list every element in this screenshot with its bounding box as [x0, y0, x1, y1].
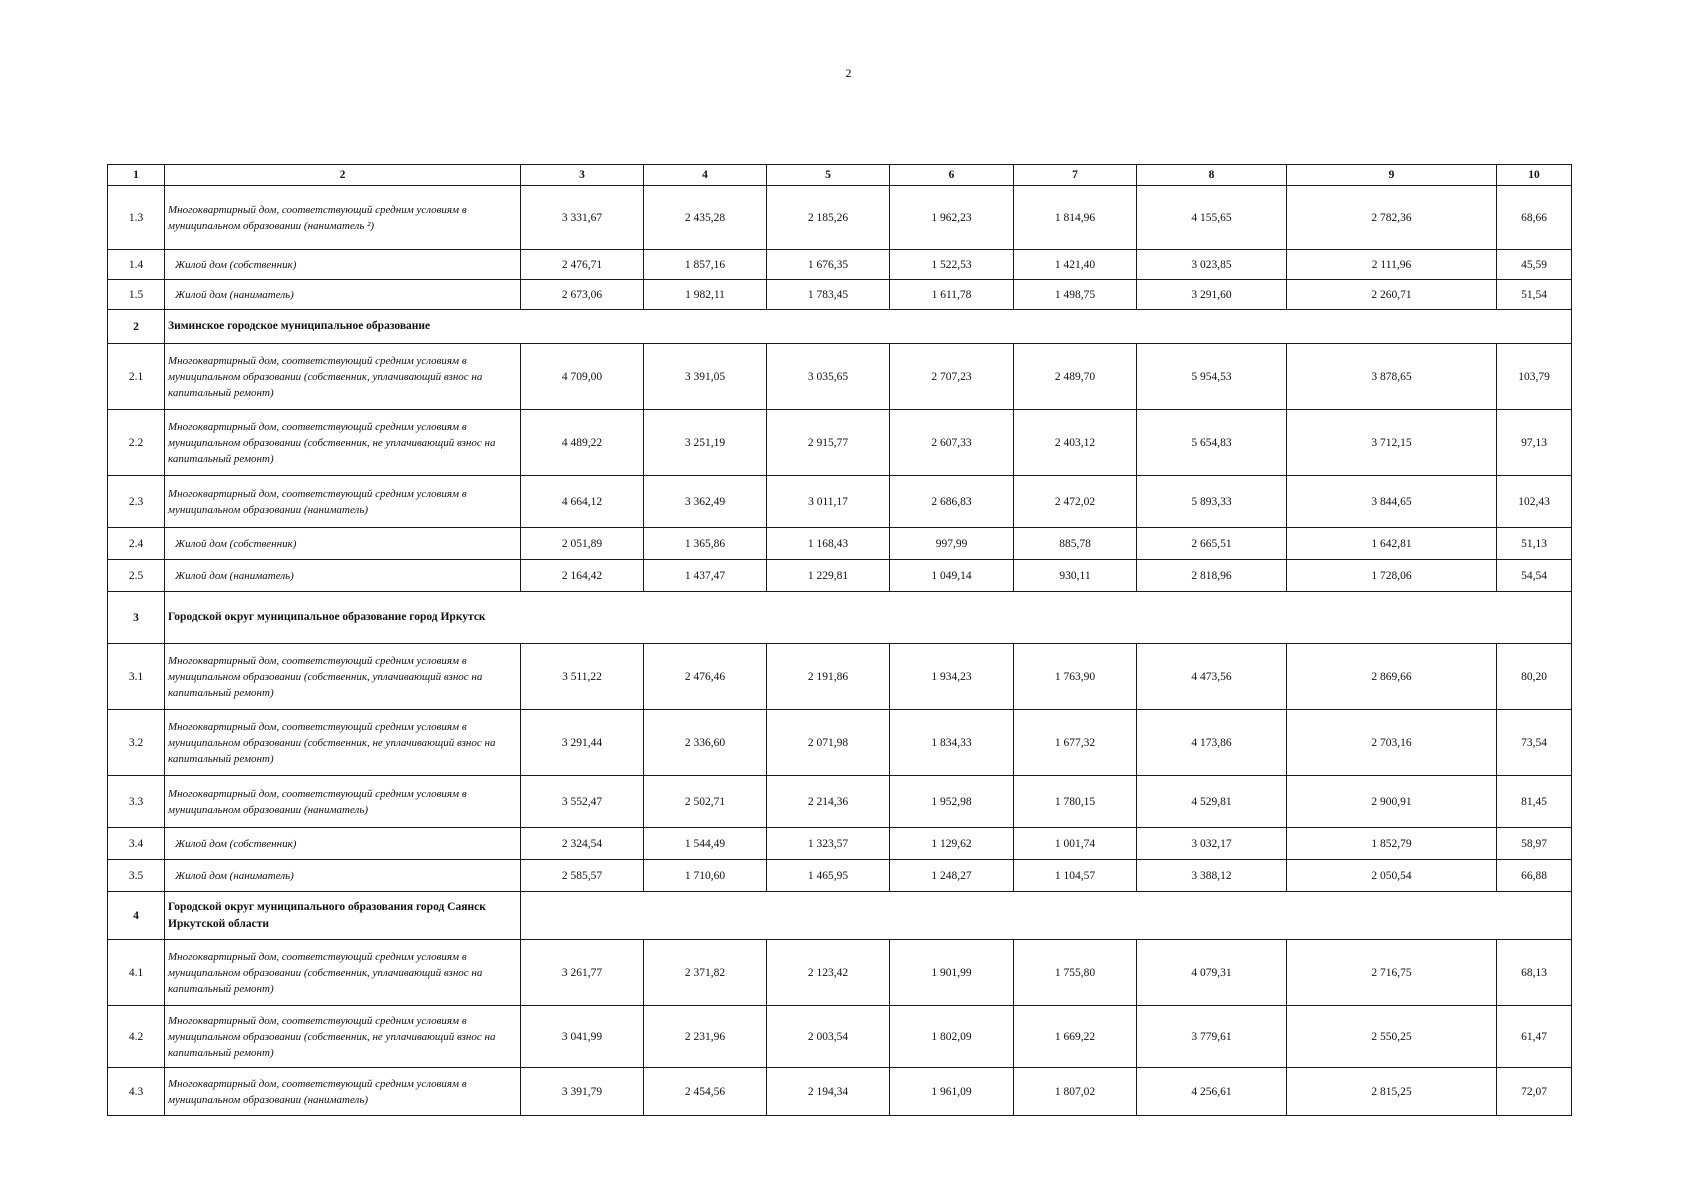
- value-cell: 1 049,14: [890, 560, 1014, 592]
- value-cell: 97,13: [1497, 410, 1572, 476]
- table-row: [108, 186, 1572, 250]
- section-title: Зиминское городское муниципальное образование: [165, 310, 1572, 344]
- value-cell: 1 755,80: [1014, 940, 1137, 1006]
- value-cell: 4 256,61: [1137, 1068, 1287, 1116]
- row-description: Многоквартирный дом, соответствующий средним условиям в муниципальном образовании (наниматель ²): [165, 186, 521, 250]
- value-cell: 3 388,12: [1137, 860, 1287, 892]
- value-cell: 1 961,09: [890, 1068, 1014, 1116]
- column-header: 2: [165, 165, 521, 186]
- column-header: 6: [890, 165, 1014, 186]
- value-cell: 2 915,77: [767, 410, 890, 476]
- value-cell: 3 391,05: [644, 344, 767, 410]
- value-cell: 66,88: [1497, 860, 1572, 892]
- value-cell: 1 852,79: [1287, 828, 1497, 860]
- value-cell: 885,78: [1014, 528, 1137, 560]
- tariff-table: [107, 164, 1572, 1116]
- value-cell: 2 476,46: [644, 644, 767, 710]
- row-index: 2.4: [108, 528, 165, 560]
- section-row: [108, 592, 1572, 644]
- value-cell: 1 783,45: [767, 280, 890, 310]
- row-description: Жилой дом (наниматель): [165, 560, 521, 592]
- column-header: 9: [1287, 165, 1497, 186]
- value-cell: 2 051,89: [521, 528, 644, 560]
- value-cell: 2 476,71: [521, 250, 644, 280]
- row-description: Многоквартирный дом, соответствующий средним условиям в муниципальном образовании (собственник, не уплачивающий взнос на капитальный ремонт): [165, 1006, 521, 1068]
- value-cell: 5 954,53: [1137, 344, 1287, 410]
- value-cell: 4 079,31: [1137, 940, 1287, 1006]
- column-header: 3: [521, 165, 644, 186]
- value-cell: 3 032,17: [1137, 828, 1287, 860]
- value-cell: 2 260,71: [1287, 280, 1497, 310]
- value-cell: 1 421,40: [1014, 250, 1137, 280]
- row-index: 4.2: [108, 1006, 165, 1068]
- value-cell: 2 185,26: [767, 186, 890, 250]
- value-cell: 4 709,00: [521, 344, 644, 410]
- value-cell: 2 815,25: [1287, 1068, 1497, 1116]
- value-cell: 4 664,12: [521, 476, 644, 528]
- value-cell: 3 023,85: [1137, 250, 1287, 280]
- value-cell: 2 371,82: [644, 940, 767, 1006]
- row-index: 3.2: [108, 710, 165, 776]
- value-cell: 3 251,19: [644, 410, 767, 476]
- value-cell: 1 710,60: [644, 860, 767, 892]
- value-cell: 1 229,81: [767, 560, 890, 592]
- table-row: [108, 940, 1572, 1006]
- value-cell: 4 529,81: [1137, 776, 1287, 828]
- value-cell: 2 123,42: [767, 940, 890, 1006]
- column-header: 7: [1014, 165, 1137, 186]
- value-cell: 1 901,99: [890, 940, 1014, 1006]
- value-cell: 72,07: [1497, 1068, 1572, 1116]
- table-row: [108, 860, 1572, 892]
- value-cell: 73,54: [1497, 710, 1572, 776]
- value-cell: 1 763,90: [1014, 644, 1137, 710]
- row-description: Многоквартирный дом, соответствующий средним условиям в муниципальном образовании (собственник, не уплачивающий взнос на капитальный ремонт): [165, 710, 521, 776]
- value-cell: 45,59: [1497, 250, 1572, 280]
- value-cell: 2 502,71: [644, 776, 767, 828]
- value-cell: 2 673,06: [521, 280, 644, 310]
- row-index: 2.5: [108, 560, 165, 592]
- value-cell: 1 544,49: [644, 828, 767, 860]
- value-cell: 3 712,15: [1287, 410, 1497, 476]
- value-cell: 1 611,78: [890, 280, 1014, 310]
- row-index: 2.1: [108, 344, 165, 410]
- value-cell: 2 686,83: [890, 476, 1014, 528]
- row-index: 3.1: [108, 644, 165, 710]
- value-cell: 103,79: [1497, 344, 1572, 410]
- value-cell: 2 003,54: [767, 1006, 890, 1068]
- value-cell: 1 962,23: [890, 186, 1014, 250]
- table-row: [108, 828, 1572, 860]
- row-description: Многоквартирный дом, соответствующий средним условиям в муниципальном образовании (наниматель): [165, 776, 521, 828]
- value-cell: 3 011,17: [767, 476, 890, 528]
- value-cell: 2 703,16: [1287, 710, 1497, 776]
- section-row: [108, 310, 1572, 344]
- table-row: [108, 280, 1572, 310]
- row-index: 2.3: [108, 476, 165, 528]
- value-cell: 1 129,62: [890, 828, 1014, 860]
- value-cell: 2 336,60: [644, 710, 767, 776]
- section-title: Городской округ муниципальное образование город Иркутск: [165, 592, 1572, 644]
- value-cell: 1 522,53: [890, 250, 1014, 280]
- value-cell: 997,99: [890, 528, 1014, 560]
- value-cell: 2 214,36: [767, 776, 890, 828]
- value-cell: 51,13: [1497, 528, 1572, 560]
- value-cell: 81,45: [1497, 776, 1572, 828]
- value-cell: 1 669,22: [1014, 1006, 1137, 1068]
- column-header: 4: [644, 165, 767, 186]
- value-cell: 54,54: [1497, 560, 1572, 592]
- table-row: [108, 528, 1572, 560]
- value-cell: 1 857,16: [644, 250, 767, 280]
- value-cell: 2 707,23: [890, 344, 1014, 410]
- value-cell: 51,54: [1497, 280, 1572, 310]
- value-cell: 1 168,43: [767, 528, 890, 560]
- table-row: [108, 1068, 1572, 1116]
- row-index: 4.3: [108, 1068, 165, 1116]
- value-cell: 68,13: [1497, 940, 1572, 1006]
- table-row: [108, 476, 1572, 528]
- value-cell: 2 050,54: [1287, 860, 1497, 892]
- value-cell: 1 365,86: [644, 528, 767, 560]
- value-cell: 3 291,60: [1137, 280, 1287, 310]
- section-index: 4: [108, 892, 165, 940]
- row-description: Жилой дом (собственник): [165, 250, 521, 280]
- row-index: 1.4: [108, 250, 165, 280]
- value-cell: 3 362,49: [644, 476, 767, 528]
- value-cell: 2 550,25: [1287, 1006, 1497, 1068]
- value-cell: 1 814,96: [1014, 186, 1137, 250]
- value-cell: 2 665,51: [1137, 528, 1287, 560]
- value-cell: 3 552,47: [521, 776, 644, 828]
- value-cell: 3 041,99: [521, 1006, 644, 1068]
- value-cell: 930,11: [1014, 560, 1137, 592]
- row-description: Жилой дом (наниматель): [165, 860, 521, 892]
- value-cell: 3 331,67: [521, 186, 644, 250]
- value-cell: 2 900,91: [1287, 776, 1497, 828]
- value-cell: 1 676,35: [767, 250, 890, 280]
- value-cell: 3 779,61: [1137, 1006, 1287, 1068]
- row-description: Многоквартирный дом, соответствующий средним условиям в муниципальном образовании (собственник, уплачивающий взнос на капитальный ремонт): [165, 940, 521, 1006]
- value-cell: 1 834,33: [890, 710, 1014, 776]
- row-index: 3.4: [108, 828, 165, 860]
- value-cell: 2 403,12: [1014, 410, 1137, 476]
- value-cell: 1 323,57: [767, 828, 890, 860]
- value-cell: 1 780,15: [1014, 776, 1137, 828]
- row-description: Многоквартирный дом, соответствующий средним условиям в муниципальном образовании (наниматель): [165, 1068, 521, 1116]
- table-row: [108, 344, 1572, 410]
- page-number: 2: [845, 66, 852, 80]
- value-cell: 1 498,75: [1014, 280, 1137, 310]
- value-cell: 2 191,86: [767, 644, 890, 710]
- value-cell: 2 231,96: [644, 1006, 767, 1068]
- row-index: 4.1: [108, 940, 165, 1006]
- value-cell: 3 844,65: [1287, 476, 1497, 528]
- value-cell: 80,20: [1497, 644, 1572, 710]
- value-cell: 4 473,56: [1137, 644, 1287, 710]
- value-cell: 2 782,36: [1287, 186, 1497, 250]
- value-cell: 2 607,33: [890, 410, 1014, 476]
- value-cell: 102,43: [1497, 476, 1572, 528]
- row-description: Многоквартирный дом, соответствующий средним условиям в муниципальном образовании (собственник, уплачивающий взнос на капитальный ремонт): [165, 644, 521, 710]
- column-header: 5: [767, 165, 890, 186]
- row-index: 3.5: [108, 860, 165, 892]
- value-cell: 1 982,11: [644, 280, 767, 310]
- row-index: 2.2: [108, 410, 165, 476]
- value-cell: 2 454,56: [644, 1068, 767, 1116]
- value-cell: 4 489,22: [521, 410, 644, 476]
- value-cell: 5 893,33: [1137, 476, 1287, 528]
- table-row: [108, 710, 1572, 776]
- value-cell: 3 878,65: [1287, 344, 1497, 410]
- value-cell: 1 952,98: [890, 776, 1014, 828]
- column-number-header-row: [108, 165, 1572, 186]
- value-cell: 3 291,44: [521, 710, 644, 776]
- value-cell: 3 035,65: [767, 344, 890, 410]
- row-description: Многоквартирный дом, соответствующий средним условиям в муниципальном образовании (собственник, не уплачивающий взнос на капитальный ремонт): [165, 410, 521, 476]
- value-cell: 1 807,02: [1014, 1068, 1137, 1116]
- value-cell: 4 173,86: [1137, 710, 1287, 776]
- value-cell: 61,47: [1497, 1006, 1572, 1068]
- column-header: 1: [108, 165, 165, 186]
- value-cell: 1 437,47: [644, 560, 767, 592]
- row-index: 1.3: [108, 186, 165, 250]
- value-cell: 58,97: [1497, 828, 1572, 860]
- value-cell: 1 802,09: [890, 1006, 1014, 1068]
- value-cell: 3 391,79: [521, 1068, 644, 1116]
- section-index: 3: [108, 592, 165, 644]
- value-cell: 2 585,57: [521, 860, 644, 892]
- table-row: [108, 776, 1572, 828]
- section-row: [108, 892, 1572, 940]
- row-description: Многоквартирный дом, соответствующий средним условиям в муниципальном образовании (собственник, уплачивающий взнос на капитальный ремонт): [165, 344, 521, 410]
- column-header: 8: [1137, 165, 1287, 186]
- value-cell: 1 728,06: [1287, 560, 1497, 592]
- value-cell: 2 324,54: [521, 828, 644, 860]
- row-description: Жилой дом (собственник): [165, 528, 521, 560]
- table-row: [108, 250, 1572, 280]
- value-cell: 2 194,34: [767, 1068, 890, 1116]
- value-cell: 1 677,32: [1014, 710, 1137, 776]
- value-cell: 68,66: [1497, 186, 1572, 250]
- value-cell: 2 071,98: [767, 710, 890, 776]
- table-row: [108, 560, 1572, 592]
- section-index: 2: [108, 310, 165, 344]
- value-cell: 5 654,83: [1137, 410, 1287, 476]
- value-cell: 2 472,02: [1014, 476, 1137, 528]
- value-cell: 1 465,95: [767, 860, 890, 892]
- value-cell: 1 248,27: [890, 860, 1014, 892]
- value-cell: 2 489,70: [1014, 344, 1137, 410]
- value-cell: 2 435,28: [644, 186, 767, 250]
- column-header: 10: [1497, 165, 1572, 186]
- section-title: Городской округ муниципального образования город Саянск Иркутской области: [165, 892, 521, 940]
- table-row: [108, 410, 1572, 476]
- value-cell: 1 001,74: [1014, 828, 1137, 860]
- value-cell: 4 155,65: [1137, 186, 1287, 250]
- row-index: 1.5: [108, 280, 165, 310]
- table-row: [108, 1006, 1572, 1068]
- table-row: [108, 644, 1572, 710]
- value-cell: 2 869,66: [1287, 644, 1497, 710]
- value-cell: 3 511,22: [521, 644, 644, 710]
- value-cell: 1 934,23: [890, 644, 1014, 710]
- row-description: Многоквартирный дом, соответствующий средним условиям в муниципальном образовании (наниматель): [165, 476, 521, 528]
- value-cell: 2 111,96: [1287, 250, 1497, 280]
- value-cell: 2 164,42: [521, 560, 644, 592]
- value-cell: 2 716,75: [1287, 940, 1497, 1006]
- row-description: Жилой дом (собственник): [165, 828, 521, 860]
- value-cell: 3 261,77: [521, 940, 644, 1006]
- value-cell: 1 104,57: [1014, 860, 1137, 892]
- value-cell: 1 642,81: [1287, 528, 1497, 560]
- row-index: 3.3: [108, 776, 165, 828]
- value-cell: 2 818,96: [1137, 560, 1287, 592]
- section-blank-cell: [521, 892, 1572, 940]
- row-description: Жилой дом (наниматель): [165, 280, 521, 310]
